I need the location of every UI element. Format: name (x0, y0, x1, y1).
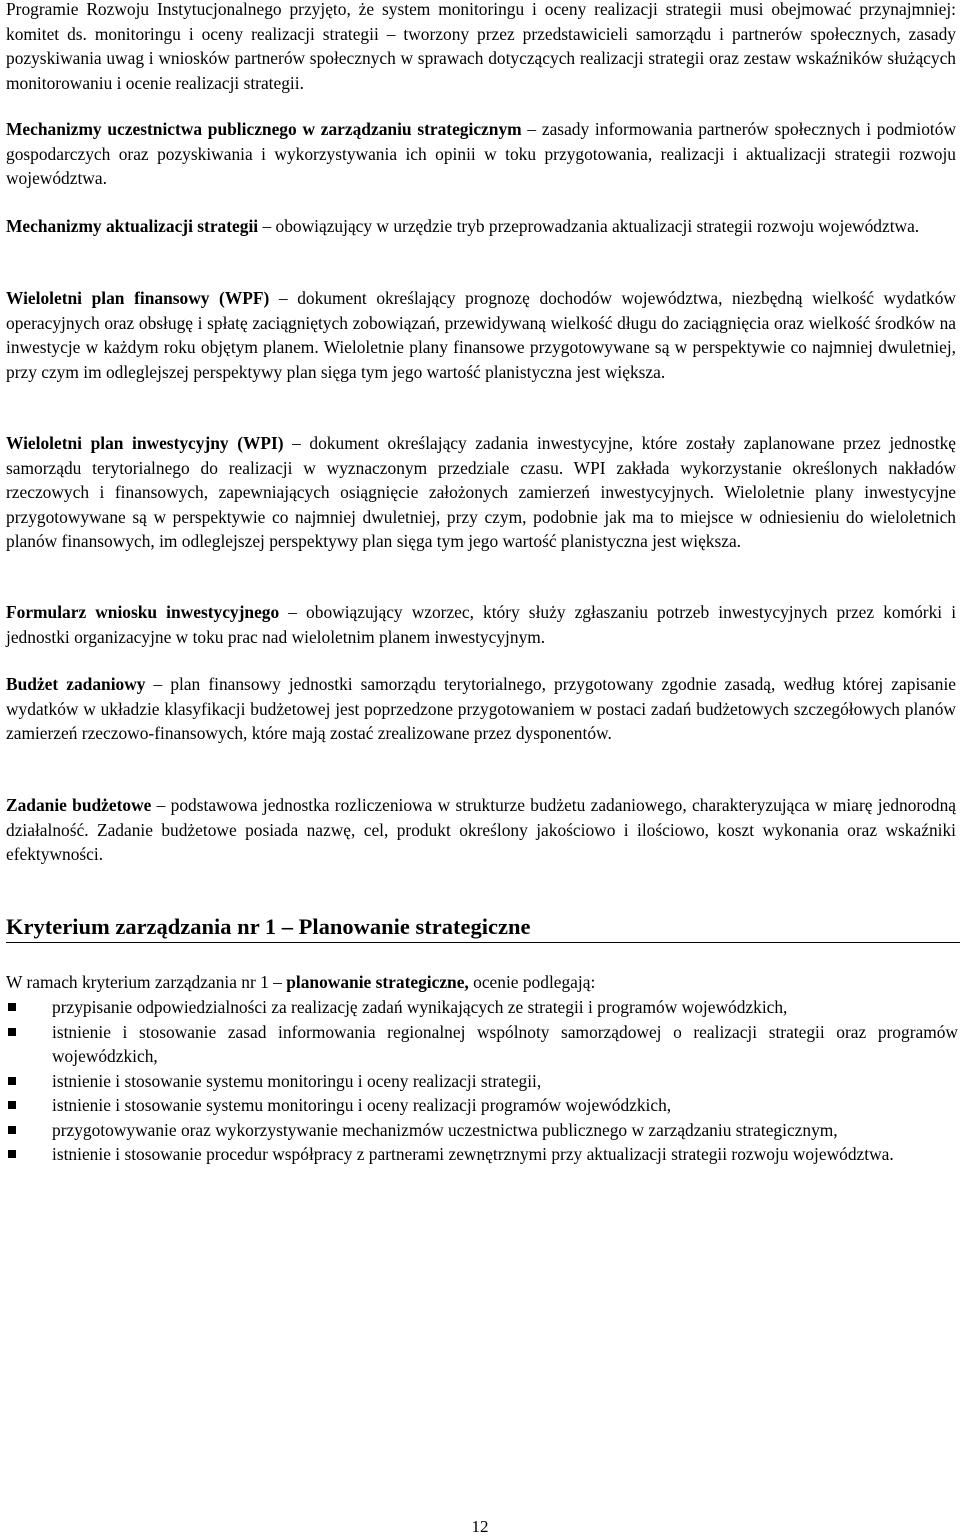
list-item: przypisanie odpowiedzialności za realizację zadań wynikających ze strategii i programów wojewódzkich, (6, 995, 958, 1020)
intro-paragraph: Programie Rozwoju Instytucjonalnego przyjęto, że system monitoringu i oceny realizacji strategii musi obejmować przynajmniej: komitet ds. monitoringu i oceny realizacji strategii – tworzony przez przedstawicieli samorządu i partnerów społecznych, zasady pozyskiwania uwag i wniosków partnerów społecznych w sprawach dotyczących realizacji strategii oraz zestaw wskaźników służących monitorowaniu i ocenie realizacji strategii. (6, 0, 956, 93)
definition-text: plan finansowy jednostki samorządu terytorialnego, przygotowany zgodnie zasadą, według której zapisanie wydatków w układzie klasyfikacji budżetowej jest poprzedzone przygotowaniem w postaci zadań budżetowych szczegółowych planów zamierzeń rzeczowo-finansowych, które mają zostać zrealizowane przez dysponentów. (6, 674, 957, 743)
square-bullet-icon (8, 1077, 16, 1085)
section-heading: Kryterium zarządzania nr 1 – Planowanie strategiczne (6, 913, 960, 943)
square-bullet-icon (8, 1126, 16, 1134)
definition-wpf: Wieloletni plan finansowy (WPF) – dokument określający prognozę dochodów województwa, niezbędną wielkość wydatków operacyjnych oraz obsługę i spłatę zaciągniętych zobowiązań, przewidywaną wielkość długu do zaciągnięcia oraz wielkość środków na inwestycje w każdym roku objętym planem. Wieloletnie plany finansowe przygotowywane są w perspektywie co najmniej dwuletniej, przy czym im odleglejszej perspektywy plan sięga tym jego wartość planistyczna jest większa. (6, 288, 956, 382)
square-bullet-icon (8, 1028, 16, 1036)
list-item: istnienie i stosowanie systemu monitoringu i oceny realizacji programów wojewódzkich, (6, 1093, 958, 1118)
page-number: 12 (471, 1517, 489, 1536)
criterion-list (6, 995, 958, 1167)
square-bullet-icon (8, 1101, 16, 1109)
definition-investment-form: Formularz wniosku inwestycyjnego – obowiązujący wzorzec, który służy zgłaszaniu potrzeb inwestycyjnych przez komórki i jednostki organizacyjne w toku prac nad wieloletnim planem inwestycyjnym. (6, 602, 957, 647)
criterion-intro: W ramach kryterium zarządzania nr 1 – planowanie strategiczne, ocenie podlegają: (6, 972, 596, 992)
definition-public-participation: Mechanizmy uczestnictwa publicznego w zarządzaniu strategicznym – zasady informowania partnerów społecznych i podmiotów gospodarczych oraz pozyskiwania i wykorzystywania ich opinii w toku przygotowania, realizacji i aktualizacji strategii rozwoju województwa. (6, 119, 957, 188)
definition-text: podstawowa jednostka rozliczeniowa w strukturze budżetu zadaniowego, charakteryzująca w miarę jednorodną działalność. Zadanie budżetowe posiada nazwę, cel, produkt określony jakościowo i ilościowo, koszt wykonania oraz wskaźniki efektywności. (6, 795, 956, 864)
definition-budget-task: Zadanie budżetowe – podstawowa jednostka rozliczeniowa w strukturze budżetu zadaniowego, charakteryzująca w miarę jednorodną działalność. Zadanie budżetowe posiada nazwę, cel, produkt określony jakościowo i ilościowo, koszt wykonania oraz wskaźniki efektywności. (6, 795, 956, 864)
list-item: przygotowywanie oraz wykorzystywanie mechanizmów uczestnictwa publicznego w zarządzaniu strategicznym, (6, 1118, 958, 1143)
definition-text: obowiązujący wzorzec, który służy zgłaszaniu potrzeb inwestycyjnych przez komórki i jednostki organizacyjne w toku prac nad wieloletnim planem inwestycyjnym. (6, 602, 957, 647)
definition-wpi: Wieloletni plan inwestycyjny (WPI) – dokument określający zadania inwestycyjne, które zostały zaplanowane przez jednostkę samorządu terytorialnego do realizacji w wyznaczonym przedziale czasu. WPI zakłada wykorzystanie określonych nakładów rzeczowych i finansowych, zapewniających osiągnięcie założonych zamierzeń inwestycyjnych. Wieloletnie plany inwestycyjne przygotowywane są w perspektywie co najmniej dwuletniej, przy czym, podobnie jak ma to miejsce w odniesieniu do wieloletnich planów finansowych, im odleglejszej perspektywy plan sięga tym jego wartość planistyczna jest większa. (6, 433, 956, 551)
list-item: istnienie i stosowanie systemu monitoringu i oceny realizacji strategii, (6, 1069, 958, 1094)
definition-term: Mechanizmy uczestnictwa publicznego w zarządzaniu strategicznym (6, 119, 522, 139)
definition-term: Wieloletni plan finansowy (WPF) (6, 288, 270, 308)
definition-strategy-update: Mechanizmy aktualizacji strategii – obowiązujący w urzędzie tryb przeprowadzania aktualizacji strategii rozwoju województwa. (6, 216, 920, 236)
square-bullet-icon (8, 1150, 16, 1158)
definition-term: Wieloletni plan inwestycyjny (WPI) (6, 433, 284, 453)
definition-text: dokument określający zadania inwestycyjne, które zostały zaplanowane przez jednostkę samorządu terytorialnego do realizacji w wyznaczonym przedziale czasu. WPI zakłada wykorzystanie określonych nakładów rzeczowych i finansowych, zapewniających osiągnięcie założonych zamierzeń inwestycyjnych. Wieloletnie plany inwestycyjne przygotowywane są w perspektywie co najmniej dwuletniej, przy czym, podobnie jak ma to miejsce w odniesieniu do wieloletnich planów finansowych, im odleglejszej perspektywy plan sięga tym jego wartość planistyczna jest większa. (6, 433, 956, 551)
list-item: istnienie i stosowanie procedur współpracy z partnerami zewnętrznymi przy aktualizacji strategii rozwoju województwa. (6, 1142, 958, 1167)
definition-text: obowiązujący w urzędzie tryb przeprowadzania aktualizacji strategii rozwoju województwa. (275, 216, 920, 236)
definition-task-budget: Budżet zadaniowy – plan finansowy jednostki samorządu terytorialnego, przygotowany zgodnie zasadą, według której zapisanie wydatków w układzie klasyfikacji budżetowej jest poprzedzone przygotowaniem w postaci zadań budżetowych szczegółowych planów zamierzeń rzeczowo-finansowych, które mają zostać zrealizowane przez dysponentów. (6, 674, 957, 743)
definition-term: Zadanie budżetowe (6, 795, 152, 815)
definition-term: Budżet zadaniowy (6, 674, 146, 694)
list-item: istnienie i stosowanie zasad informowania regionalnej wspólnoty samorządowej o realizacji strategii oraz programów wojewódzkich, (6, 1020, 958, 1069)
definition-term: Formularz wniosku inwestycyjnego (6, 602, 280, 622)
definition-term: Mechanizmy aktualizacji strategii (6, 216, 259, 236)
definition-text: dokument określający prognozę dochodów województwa, niezbędną wielkość wydatków operacyjnych oraz obsługę i spłatę zaciągniętych zobowiązań, przewidywaną wielkość długu do zaciągnięcia oraz wielkość środków na inwestycje w każdym roku objętym planem. Wieloletnie plany finansowe przygotowywane są w perspektywie co najmniej dwuletniej, przy czym im odleglejszej perspektywy plan sięga tym jego wartość planistyczna jest większa. (6, 288, 956, 382)
definition-text: zasady informowania partnerów społecznych i podmiotów gospodarczych oraz pozyskiwania i wykorzystywania ich opinii w toku przygotowania, realizacji i aktualizacji strategii rozwoju województwa. (6, 119, 957, 188)
square-bullet-icon (8, 1003, 16, 1011)
